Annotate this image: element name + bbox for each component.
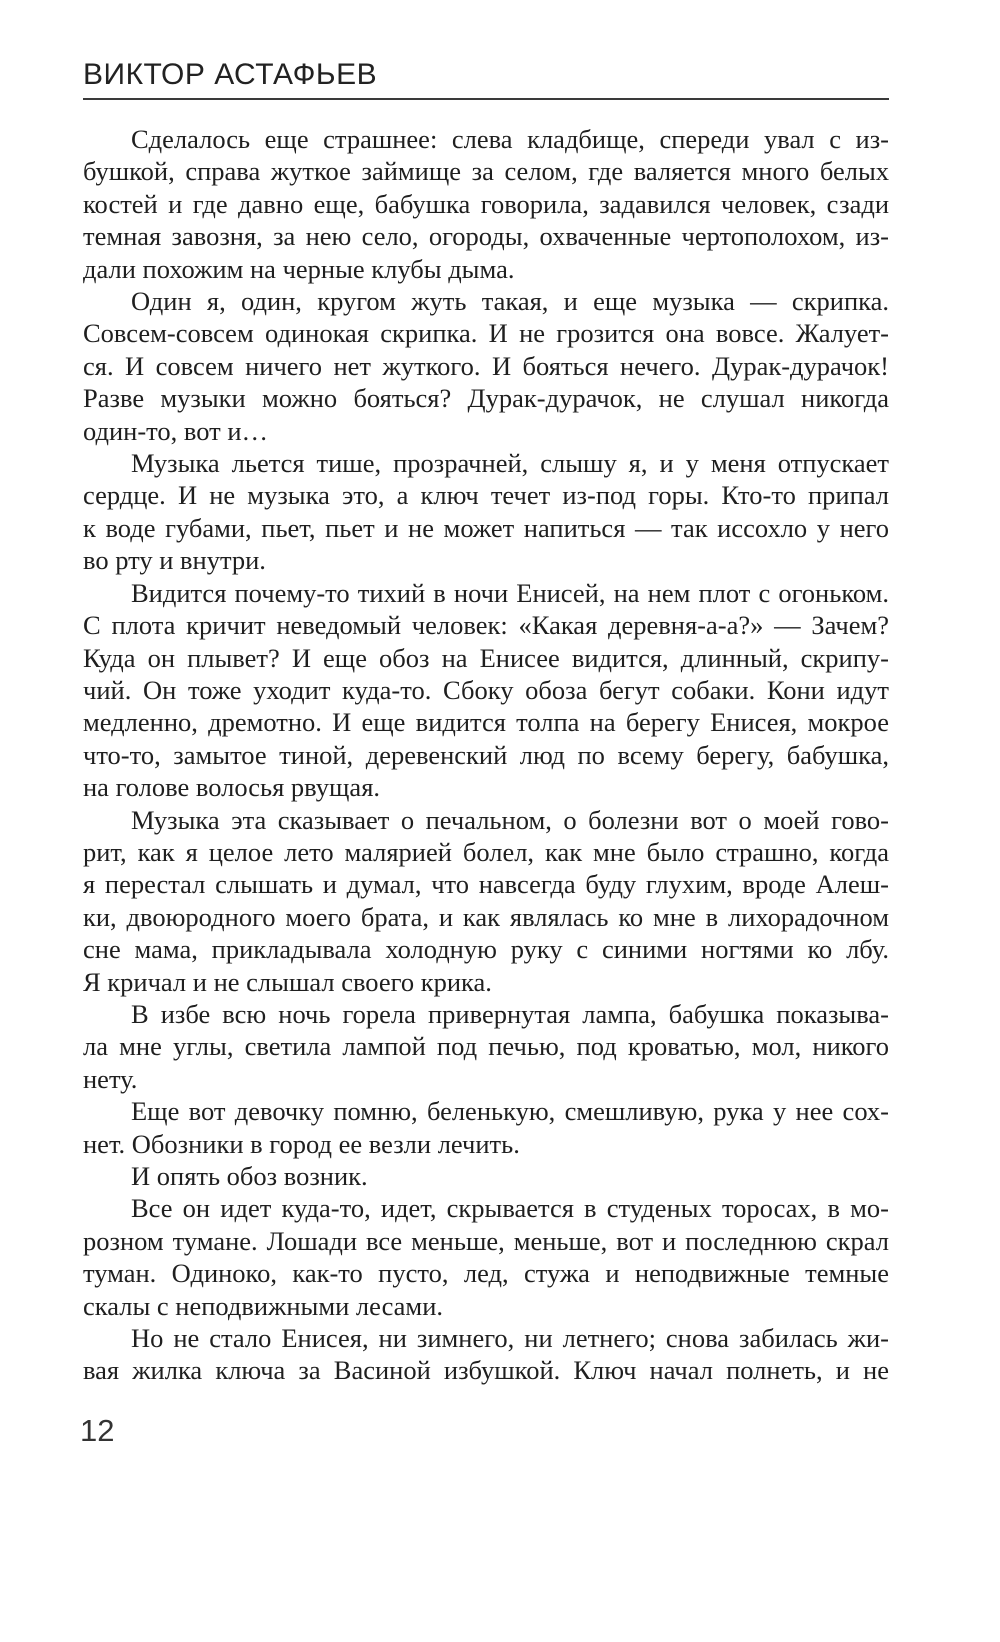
text-line: темная завозня, за нею село, огороды, охваченные чертополохом, из- — [83, 221, 889, 252]
paragraph — [83, 577, 889, 804]
paragraph — [83, 998, 889, 1095]
text-line: во рту и внутри. — [83, 545, 266, 576]
text-line: я перестал слышать и думал, что навсегда буду глухим, вроде Алеш- — [83, 869, 889, 900]
text-line: к воде губами, пьет, пьет и не может напиться — так иссохло у него — [83, 512, 889, 543]
text-line: сне мама, прикладывала холодную руку с синими ногтями ко лбу. — [83, 934, 889, 965]
paragraph — [83, 1095, 889, 1160]
text-line: что-то, замытое тиной, деревенский люд по всему берегу, бабушка, — [83, 739, 889, 770]
text-line: рит, как я целое лето малярией болел, как мне было страшно, когда — [83, 836, 889, 867]
text-line: С плота кричит неведомый человек: «Какая деревня-а-а?» — Зачем? — [83, 610, 889, 641]
text-line: Сделалось еще страшнее: слева кладбище, спереди увал с из- — [131, 124, 889, 154]
text-line: И опять обоз возник. — [131, 1161, 368, 1191]
text-line: ла мне углы, светила лампой под печью, под кроватью, мол, никого — [83, 1031, 889, 1062]
paragraph — [83, 804, 889, 998]
text-line: Все он идет куда-то, идет, скрывается в студеных торосах, в мо- — [131, 1193, 889, 1224]
text-line: скалы с неподвижными лесами. — [83, 1290, 444, 1321]
text-line: В избе всю ночь горела привернутая лампа, бабушка показыва- — [131, 998, 889, 1029]
paragraph — [83, 1160, 889, 1192]
text-line: костей и где давно еще, бабушка говорила, задавился человек, сзади — [83, 188, 889, 219]
paragraph — [83, 1192, 889, 1322]
paragraph — [83, 123, 889, 285]
running-head-author: ВИКТОР АСТАФЬЕВ — [83, 58, 378, 91]
text-line: Видится почему-то тихий в ночи Енисей, на нем плот с огоньком. — [131, 577, 889, 608]
text-line: Один я, один, кругом жуть такая, и еще музыка — скрипка. — [131, 286, 889, 317]
text-line: нету. — [83, 1063, 138, 1094]
text-line: ки, двоюродного моего брата, и как являлась ко мне в лихорадочном — [83, 901, 889, 932]
text-line: Музыка льется тише, прозрачней, слышу я, и у меня отпускает — [131, 448, 889, 479]
text-line: бушкой, справа жуткое займище за селом, где валяется много белых — [83, 156, 889, 187]
text-line: розном тумане. Лошади все меньше, меньше, вот и последнюю скрал — [83, 1225, 889, 1256]
text-line: чий. Он тоже уходит куда-то. Сбоку обоза бегут собаки. Кони идут — [83, 674, 889, 705]
text-line: Музыка эта сказывает о печальном, о болезни вот о моей гово- — [131, 804, 889, 835]
text-line: один-то, вот и… — [83, 415, 269, 446]
text-line: Еще вот девочку помню, беленькую, смешливую, рука у нее сох- — [131, 1096, 889, 1127]
paragraph — [83, 285, 889, 447]
paragraph — [83, 1322, 889, 1387]
text-line: сердце. И не музыка это, а ключ течет из-под горы. Кто-то припал — [83, 480, 889, 511]
text-line: Совсем-совсем одинокая скрипка. И не грозится она вовсе. Жалует- — [83, 318, 889, 349]
text-line: на голове волосья рвущая. — [83, 772, 381, 803]
page-body — [83, 123, 889, 1387]
text-line: медленно, дремотно. И еще видится толпа на берегу Енисея, мокрое — [83, 707, 889, 738]
text-line: Разве музыки можно бояться? Дурак-дурачок, не слушал никогда — [83, 383, 889, 414]
header-rule — [83, 98, 889, 100]
page-number: 12 — [80, 1413, 115, 1448]
text-line: Но не стало Енисея, ни зимнего, ни летнего; снова забилась жи- — [131, 1323, 889, 1354]
text-line: Куда он плывет? И еще обоз на Енисее видится, длинный, скрипу- — [83, 642, 889, 673]
text-line: ся. И совсем ничего нет жуткого. И бояться нечего. Дурак-дурачок! — [83, 350, 889, 381]
text-line: дали похожим на черные клубы дыма. — [83, 253, 515, 284]
text-line: нет. Обозники в город ее везли лечить. — [83, 1128, 520, 1159]
text-line: Я кричал и не слышал своего крика. — [83, 966, 492, 997]
paragraph — [83, 447, 889, 577]
text-line: туман. Одиноко, как-то пусто, лед, стужа и неподвижные темные — [83, 1258, 889, 1289]
text-line: вая жилка ключа за Васиной избушкой. Ключ начал полнеть, и не — [83, 1355, 889, 1386]
